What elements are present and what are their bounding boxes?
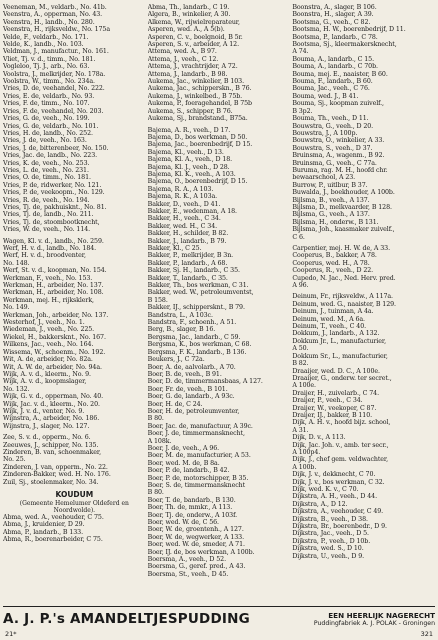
directory-entry: Dijkstra, Jac., veeh., D 5.: [292, 530, 369, 538]
directory-entry: Attema, wed. A., B 97.: [147, 48, 217, 56]
signature-mark: 21*: [5, 630, 17, 638]
directory-entry: No. 149.: [3, 304, 30, 312]
ad-maker: Puddingfabriek A. J. POLAK - Groningen: [313, 619, 435, 627]
directory-entry: Veeneman, M., veldarb., No. 41b.: [3, 4, 107, 11]
directory-entry: Dijkstra, A., D 12.: [292, 500, 348, 508]
directory-entry: Buruma, rag. M. H., hoofd chr.: [292, 166, 388, 174]
directory-entry: Bajema, R. A., A 103.: [147, 185, 214, 193]
directory-entry: Veenstra, H., rijksveldw., No. 175a: [3, 26, 110, 34]
directory-entry: Dijkstra, A., veehouder, C 49.: [292, 508, 384, 516]
directory-entry: Dokkum Sr., L., manufacturier,: [292, 352, 388, 360]
directory-entry: Bouma, mej. E., naaister, B 60.: [292, 70, 388, 78]
directory-entry: Vries, J. de, veeh., No. 163.: [3, 137, 87, 145]
directory-entry: Bakker, J., landarb., B 79.: [147, 237, 227, 245]
directory-entry: Dijk, Jac. Joh. v., amb. ter secr.,: [292, 441, 389, 449]
directory-entry: Vliet, Tj. v. d., timm., No. 181.: [3, 55, 96, 63]
column-left: [3, 4, 146, 604]
directory-entry: Wijk, Jac. v. d., kleerm., No. 20.: [3, 400, 100, 408]
directory-entry: Bijlsma, Joh., kaasmaker zuivelf.,: [292, 226, 395, 234]
directory-entry: Vogleloo, Tj. J., arb., No. 63.: [3, 63, 90, 71]
directory-entry: Vries, Tj. de, pakhuisknt., No. 81.: [3, 203, 107, 211]
directory-entry: Boer, G. de, landarb., A 93c.: [147, 393, 235, 401]
directory-entry: Wiekel, H., bakkersknt., No. 167.: [3, 333, 106, 341]
directory-entry: Veenstra, A., opperman, No. 43.: [3, 11, 103, 19]
directory-entry: Abma, wed. A., veehouder, C 75.: [3, 514, 104, 521]
advertisement-banner: [3, 609, 435, 629]
directory-entry: Vries, W. de, veeh., No. 114.: [3, 226, 91, 234]
section-note: (Gemeente Hemelumer Oldeferd en Noordwolde).: [19, 500, 129, 514]
directory-entry: Cooperus, B., bakker, A 78.: [292, 252, 377, 260]
directory-entry: Bakker, E., wedenman, A 18.: [147, 207, 237, 215]
directory-entry: B 80.: [147, 415, 164, 423]
directory-entry: Attema, J., veeh., C 12.: [147, 55, 219, 63]
directory-entry: Abma, P., landarb., B 133.: [3, 528, 83, 536]
directory-entry: Bajema, A. R., veeh., D 17.: [147, 126, 231, 134]
directory-entry: Vries, P. de, ridwerker, No. 121.: [3, 181, 102, 189]
directory-entry: A 96.: [292, 282, 309, 290]
page-footer: [5, 630, 433, 639]
directory-entry: Boer, P. de, landarb., B 42.: [147, 467, 230, 475]
directory-entry: Wijnstra, J., slager, No. 127.: [3, 422, 90, 430]
directory-entry: Deinum, J., tuinman, A 4a.: [292, 308, 374, 316]
column-middle: [148, 4, 291, 604]
directory-entry: Vries, E. de, veldarb., No. 93.: [3, 92, 95, 100]
directory-entry: Veldman, J., manufactur., No. 161.: [3, 48, 109, 56]
directory-entry: Bijlsma, G., veeh., A 137.: [292, 211, 370, 219]
directory-entry: Bouma, Sj., koopman zuivelf.,: [292, 100, 384, 108]
directory-entry: Bakker, P., melkrijder, B 3n.: [147, 252, 234, 260]
directory-entry: Bouma, A., landarb., C 70b.: [292, 63, 378, 71]
directory-entry: Abma, J., kruidenier, D 29.: [3, 521, 85, 529]
directory-entry: bewaarschool, A 23.: [292, 174, 356, 182]
directory-entry: Bandstra, F., schoenh., A 51.: [147, 319, 237, 327]
directory-entry: A 100p4.: [292, 448, 321, 456]
directory-entry: Bergsma, Jac., landarb., C 59.: [147, 333, 241, 341]
directory-entry: Bijlsma, D., melkvaarder, B 128.: [292, 203, 392, 211]
directory-entry: Wijnstra, A., arbeider, No. 186.: [3, 415, 100, 423]
directory-entry: Zinderen, J. van, opperm., No. 22.: [3, 463, 108, 471]
directory-entry: Bootsma, Sj., kleermakersknecht,: [292, 41, 397, 49]
directory-entry: Bakker, Kl., C 25.: [147, 245, 202, 252]
directory-entry: Vries, G. de, veldarb., No. 101.: [3, 122, 99, 130]
directory-entry: Velde, F., veldarb., No. 171.: [3, 33, 89, 41]
directory-entry: Boersma, G., geref. pred., A 43.: [147, 563, 246, 571]
directory-entry: Boer, W. de, wegwerker, A 133.: [147, 533, 244, 541]
directory-entry: Dijk, wed. K. v., C 70.: [292, 486, 359, 493]
directory-entry: Vries, Tj. de, landb., No. 211.: [3, 211, 94, 219]
directory-entry: Dijk, A. H. v., hoofd bijz. school,: [292, 419, 391, 427]
directory-entry: Bajema, Kl., veeh., D 13.: [147, 148, 224, 156]
directory-entry: Bajema, D., bos werkman, D 50.: [147, 133, 248, 141]
directory-entry: Wagen, Kl. v. d., landb., No. 259.: [3, 237, 104, 245]
directory-entry: Bouma, Th., veeh., D 11.: [292, 115, 369, 123]
directory-entry: Burrow, P., uitlbur, B 37.: [292, 181, 368, 189]
directory-entry: Bijlsma, B., veeh., A 137.: [292, 196, 370, 204]
directory-entry: Boer, M. de, manufacturier, A 53.: [147, 452, 251, 460]
advertisement-rule: [3, 606, 435, 607]
directory-entry: Bruinsma, G., veeh., C 77a.: [292, 159, 377, 167]
directory-entry: Aukema, P., foeragehandel, B 75b: [147, 100, 252, 108]
directory-entry: Werkman, H., arbeider, No. 137.: [3, 282, 104, 290]
directory-columns: [3, 4, 435, 604]
directory-entry: Zeeuwes, J., schipper, No. 135.: [3, 441, 99, 449]
directory-entry: Vries, R. de, veeh., No. 194.: [3, 196, 90, 204]
directory-entry: Bootsma, G., veeh., C 82.: [292, 18, 371, 26]
directory-entry: A 74.: [292, 48, 309, 56]
directory-entry: Bakker, H., veeh., C 34.: [147, 215, 221, 223]
directory-entry: Boer, IJ. de, bos werkman, A 100b.: [147, 548, 255, 556]
page-number: 321: [420, 630, 433, 638]
section-heading: KOUDUM: [55, 490, 94, 499]
directory-entry: Bakker, Th., bos werkman, C 31.: [147, 282, 249, 290]
directory-entry: Voolstra, J., melkrijder, No. 178a.: [3, 70, 106, 78]
directory-entry: Boer, wed. W. de, C 56.: [147, 519, 219, 527]
directory-entry: Werf, H. v. d., broodventer,: [3, 252, 86, 260]
directory-entry: Boer, S. de, timmermansknecht: [147, 482, 246, 489]
directory-entry: Bouwstra, J., A 100p.: [292, 129, 358, 137]
directory-entry: Veenstra, H., landb., No. 280.: [3, 18, 95, 26]
directory-entry: Vries, D. de, veehandel, No. 222.: [3, 85, 105, 93]
directory-entry: Aukema, Jac., winkelier, B 103.: [147, 78, 244, 86]
directory-entry: Boer, wed. W. de, smeder, A 71.: [147, 541, 245, 549]
directory-entry: Dijk, J. v., dekknecht, C 70.: [292, 471, 376, 479]
directory-entry: Boer, B. de, veeh., B 91.: [147, 370, 222, 378]
directory-entry: No. 148.: [3, 259, 30, 267]
directory-entry: A 108k.: [147, 437, 172, 445]
directory-entry: Abma, R., boerenarbeider, C 75.: [3, 536, 103, 544]
directory-entry: Asperen, S. v., arbeider, A 12.: [147, 41, 239, 49]
directory-entry: Cupedo, N. Jac., Ned. Herv. pred.: [292, 274, 396, 282]
directory-entry: Wit, A. W. de, arbeider, No. 94a.: [3, 363, 102, 371]
directory-entry: Beukers, J., C 72a.: [147, 356, 205, 364]
directory-entry: No. 132.: [3, 385, 30, 393]
directory-entry: Bergsma, F. K., landarb., B 136.: [147, 348, 247, 356]
directory-entry: Wiedeman, J., veeh., No. 225.: [3, 326, 95, 334]
directory-entry: B 82.: [292, 360, 309, 368]
directory-entry: Aukema, J., winkelbed., B 75b.: [147, 92, 243, 100]
directory-entry: Werf, H. v. d., landb., No. 184.: [3, 245, 97, 252]
directory-entry: Draijer, IJ., bakker, B 110.: [292, 411, 373, 419]
directory-entry: Bouwstra, S., veeh., D 37.: [292, 144, 373, 152]
directory-entry: Attema, J., vrachtrijder, A 72.: [147, 63, 238, 71]
directory-entry: Zuil, Sj., stoelenmaker, No. 34.: [3, 478, 99, 486]
directory-entry: Bruinsma, A., wagenm., B 92.: [292, 152, 385, 160]
directory-entry: Bakker, wed. H., C 34.: [147, 222, 218, 230]
directory-entry: Boonstra, H., slager, A 39.: [292, 11, 374, 19]
directory-entry: Bouma, A., landarb., C 15.: [292, 55, 374, 63]
directory-entry: B 3p2.: [292, 107, 313, 115]
directory-entry: Asperen, C. v., boelgnoid, B 5r.: [147, 33, 243, 41]
directory-entry: Boer, D. de, timmermansbaas, A 127.: [147, 378, 263, 386]
directory-entry: Deinum, Fr., rijksveldw., A 117a.: [292, 293, 393, 301]
directory-entry: Bootsma, H. W., boerenbedrijf, D 11.: [292, 26, 406, 34]
directory-entry: Boer, A. de, aalvolarb., A 70.: [147, 363, 236, 371]
directory-entry: Bajema, Kl. A., veeh., D 18.: [147, 156, 233, 164]
directory-entry: Dokkum Jr., L., manufacturier,: [292, 337, 386, 345]
directory-entry: Deinum, wed. M., A 6a.: [292, 315, 365, 323]
directory-entry: Bajema, R. K., A 103a.: [147, 193, 218, 201]
directory-entry: Werkman, mej. H., rijksklerk,: [3, 296, 94, 304]
directory-entry: Cooperus, R., veeh., D 22.: [292, 267, 374, 275]
directory-entry: Boer, Fr. de, veeh., B 101.: [147, 385, 228, 393]
directory-entry: Boer, J. de, veeh., A 96.: [147, 444, 220, 452]
directory-entry: Boer, Jac. de, manufactuur, A 39c.: [147, 422, 253, 430]
directory-entry: A 31.: [292, 426, 309, 434]
directory-entry: Bouma, Jac., veeh., C 76.: [292, 85, 370, 93]
directory-entry: Bakker, P., landarb., A 68.: [147, 259, 228, 267]
directory-entry: Velde, K., landb., No. 103.: [3, 41, 84, 49]
directory-entry: Boer, P. de, motorschipper, B 35.: [147, 474, 249, 482]
directory-entry: Berg, B., slager, B 16.: [147, 326, 216, 334]
directory-entry: Draijer, H., zuivelarb., C 74.: [292, 389, 379, 397]
directory-entry: Algera, B., winkelier, A 30.: [147, 11, 231, 19]
directory-entry: Carpentier, mej. H. W. de, A 33.: [292, 245, 390, 252]
directory-entry: Draijer, P., veeh., C 34.: [292, 397, 363, 405]
directory-entry: Dijkstra, U., veeh., D 9.: [292, 552, 365, 560]
directory-entry: Bakker, IJ., schippersknt., B 79.: [147, 304, 245, 312]
directory-entry: Draijer, W., veekoper, C 87.: [292, 404, 377, 412]
directory-entry: Bakker, D., veeh., D 41.: [147, 200, 221, 208]
directory-entry: Bakker, Sj. H., landarb., C 35.: [147, 267, 240, 275]
directory-entry: Buwalda, J., boekhouder, A 100b.: [292, 189, 395, 197]
directory-entry: No. 25.: [3, 456, 26, 464]
directory-entry: Werf, St. v. d., koopman, No. 154.: [3, 267, 107, 275]
directory-entry: Bouma, wed. J., B 41.: [292, 92, 359, 100]
directory-entry: Dijk, J. v., bos werkman, C 32.: [292, 478, 385, 486]
directory-entry: Aukema, Jac., schipperskn., B 76.: [147, 85, 252, 93]
directory-entry: Wijk, A. v. d., koopmslager,: [3, 378, 87, 386]
directory-entry: Wijk, J. v. d., venter, No. 9.: [3, 407, 85, 415]
directory-entry: Boersma, A., veeh., D 52.: [147, 556, 226, 564]
directory-entry: Boer, H. de, petroleumventer,: [147, 407, 240, 415]
directory-entry: Dijkstra, Br., boerenbedr., D 9.: [292, 523, 387, 531]
directory-entry: Werkman, H., arbeider, No. 108.: [3, 289, 104, 297]
directory-entry: Vries, J. de, bitterenbeer, No. 150.: [3, 144, 109, 152]
directory-entry: Bakker, T., landarb., C 35.: [147, 274, 228, 282]
column-right: [292, 4, 435, 604]
directory-entry: Draaijer, G., onderw. ter secret.,: [292, 374, 392, 382]
directory-entry: Boer, Th. de, mmkr., A 113.: [147, 504, 233, 512]
directory-entry: Bajema, O., boerenbedrijf, D 15.: [147, 178, 248, 186]
directory-entry: Vries, F. de, timm., No. 107.: [3, 100, 90, 108]
directory-entry: Boersma, St., veeh., D 45.: [147, 570, 229, 578]
directory-entry: Vries, H. de, landb., No. 252.: [3, 129, 93, 137]
directory-entry: Zee, S. v. d., opperm., No. 6.: [3, 434, 91, 442]
directory-entry: Dijk, J., chef gem. veldwachter,: [292, 456, 389, 464]
directory-entry: Deinum, T., veeh., C 40.: [292, 323, 367, 331]
directory-entry: Bakker, H., schilder, B 82.: [147, 230, 229, 238]
ad-slogan: EEN HEERLIJK NAGERECHT: [328, 610, 435, 620]
directory-entry: Vries, K. de, veeh., No. 253.: [3, 159, 90, 167]
directory-entry: Wijk, G. v. d., opperman, No. 40.: [3, 393, 104, 401]
directory-entry: Boer, Tj. de, onderw., A 103f.: [147, 511, 237, 519]
directory-entry: Dijk, D. v., A 113.: [292, 434, 346, 442]
directory-entry: Vries, G. de, veeh., No. 199.: [3, 115, 90, 123]
directory-entry: Bouwstra, G., veeh., D 20.: [292, 122, 374, 130]
directory-entry: Vries, P. de, veekoopm., No. 129.: [3, 189, 105, 197]
directory-entry: Dijkstra, B., veeh., D 38.: [292, 515, 368, 523]
directory-entry: Bootsma, P., landarb., C 78.: [292, 33, 378, 41]
directory-entry: Bakker, wed. W., petroleumventst,: [147, 289, 254, 297]
directory-entry: C 6.: [292, 233, 305, 241]
directory-entry: Abma, Th., landarb., C 19.: [147, 4, 230, 11]
directory-entry: Wissema, W., schoenm., No. 192.: [3, 348, 106, 356]
directory-entry: Attema, J., landarb., B 98.: [147, 70, 228, 78]
directory-entry: Bouma, F., landarb., B 60.: [292, 78, 373, 86]
directory-entry: Vries, Jac. de, landb., No. 223.: [3, 152, 98, 160]
directory-entry: Bergsma, K., bos werkman, C 68.: [147, 341, 252, 349]
directory-entry: Boer, J. de, timmermansknecht,: [147, 430, 245, 438]
directory-entry: Zinderen, B. van, schoenmaker,: [3, 448, 101, 456]
directory-entry: A 100e.: [292, 382, 316, 390]
directory-entry: Vries, L. de, veeh., No. 231.: [3, 166, 89, 174]
directory-entry: Wijk, A. v. d., kleerm., No. 9.: [3, 370, 91, 378]
directory-entry: Wilkens, Jac., veeh., No. 164.: [3, 341, 94, 349]
directory-entry: B 80.: [147, 489, 164, 497]
directory-entry: A 100b.: [292, 463, 317, 471]
directory-entry: Dijkstra, P., veeh., D 10b.: [292, 537, 371, 545]
directory-entry: Deinum, wed. G., naaister, B 129.: [292, 300, 396, 308]
ad-brand: A. J. P.'s AMANDELTJESPUDDING: [3, 611, 250, 627]
directory-entry: Aukema, Sj., brandstand., B75a.: [147, 115, 248, 123]
directory-entry: Dijkstra, A. H., veeh., D 44.: [292, 493, 377, 501]
directory-entry: Boonstra, A., slager, B 106.: [292, 4, 377, 11]
directory-entry: Boer, wed. M. de, B 8a.: [147, 459, 220, 467]
directory-entry: Vries, Tj. de, stoombootknecht,: [3, 218, 100, 226]
directory-entry: Alkema, W., rijwielreparateur,: [147, 18, 240, 26]
directory-entry: Werkman, Joh., arbeider, No. 137.: [3, 311, 109, 319]
directory-entry: Werkman, F., veeh., No. 153.: [3, 274, 93, 282]
directory-entry: Bijlsma, H., onderw., B 131.: [292, 218, 379, 226]
directory-entry: Draaijer, wed. D. C., A 100e.: [292, 367, 380, 375]
directory-entry: Cooperus, wed. H., A 78.: [292, 259, 370, 267]
directory-entry: Voolstra, W., timm., No. 234a.: [3, 78, 95, 86]
directory-entry: Bajema, Jac., boerenbedrijf, D 15.: [147, 141, 253, 149]
directory-entry: Boer, W. de, groentenh., A 127.: [147, 526, 244, 534]
directory-entry: Bandstra, L., A 103c.: [147, 311, 213, 319]
directory-entry: Bajema, Kl. K., veeh., A 103.: [147, 170, 236, 178]
directory-entry: Vries, O. de, timm., No. 181.: [3, 174, 91, 182]
directory-entry: A 50.: [292, 345, 309, 353]
directory-entry: Asperen, wed. A., A 5(b).: [147, 26, 225, 34]
directory-entry: Bouwstra, O., winkelier, A 33.: [292, 137, 385, 145]
directory-entry: Bajema, Kl. J., veeh., D 28.: [147, 163, 230, 171]
directory-entry: Westerhof, J., veeh., No. 1.: [3, 319, 85, 327]
directory-entry: B 158.: [147, 296, 168, 304]
directory-entry: Dijkstra, wed. S., D 10.: [292, 545, 364, 553]
directory-entry: Dokkum, J., landarb., A 132.: [292, 330, 380, 338]
directory-entry: Wit, A. de, arbeider, No. 82a.: [3, 356, 93, 364]
ad-text: [314, 612, 435, 627]
directory-entry: Zinderen-Bakker, wed. H. No. 176.: [3, 471, 111, 479]
directory-entry: Vries, F. de, veehandel, No. 203.: [3, 107, 104, 115]
directory-entry: Aukema, S., schipper, B 76.: [147, 107, 233, 115]
directory-entry: Boer, T. de, bandarb., B 130.: [147, 496, 236, 504]
directory-entry: Boer, H. de, C 24.: [147, 400, 203, 408]
